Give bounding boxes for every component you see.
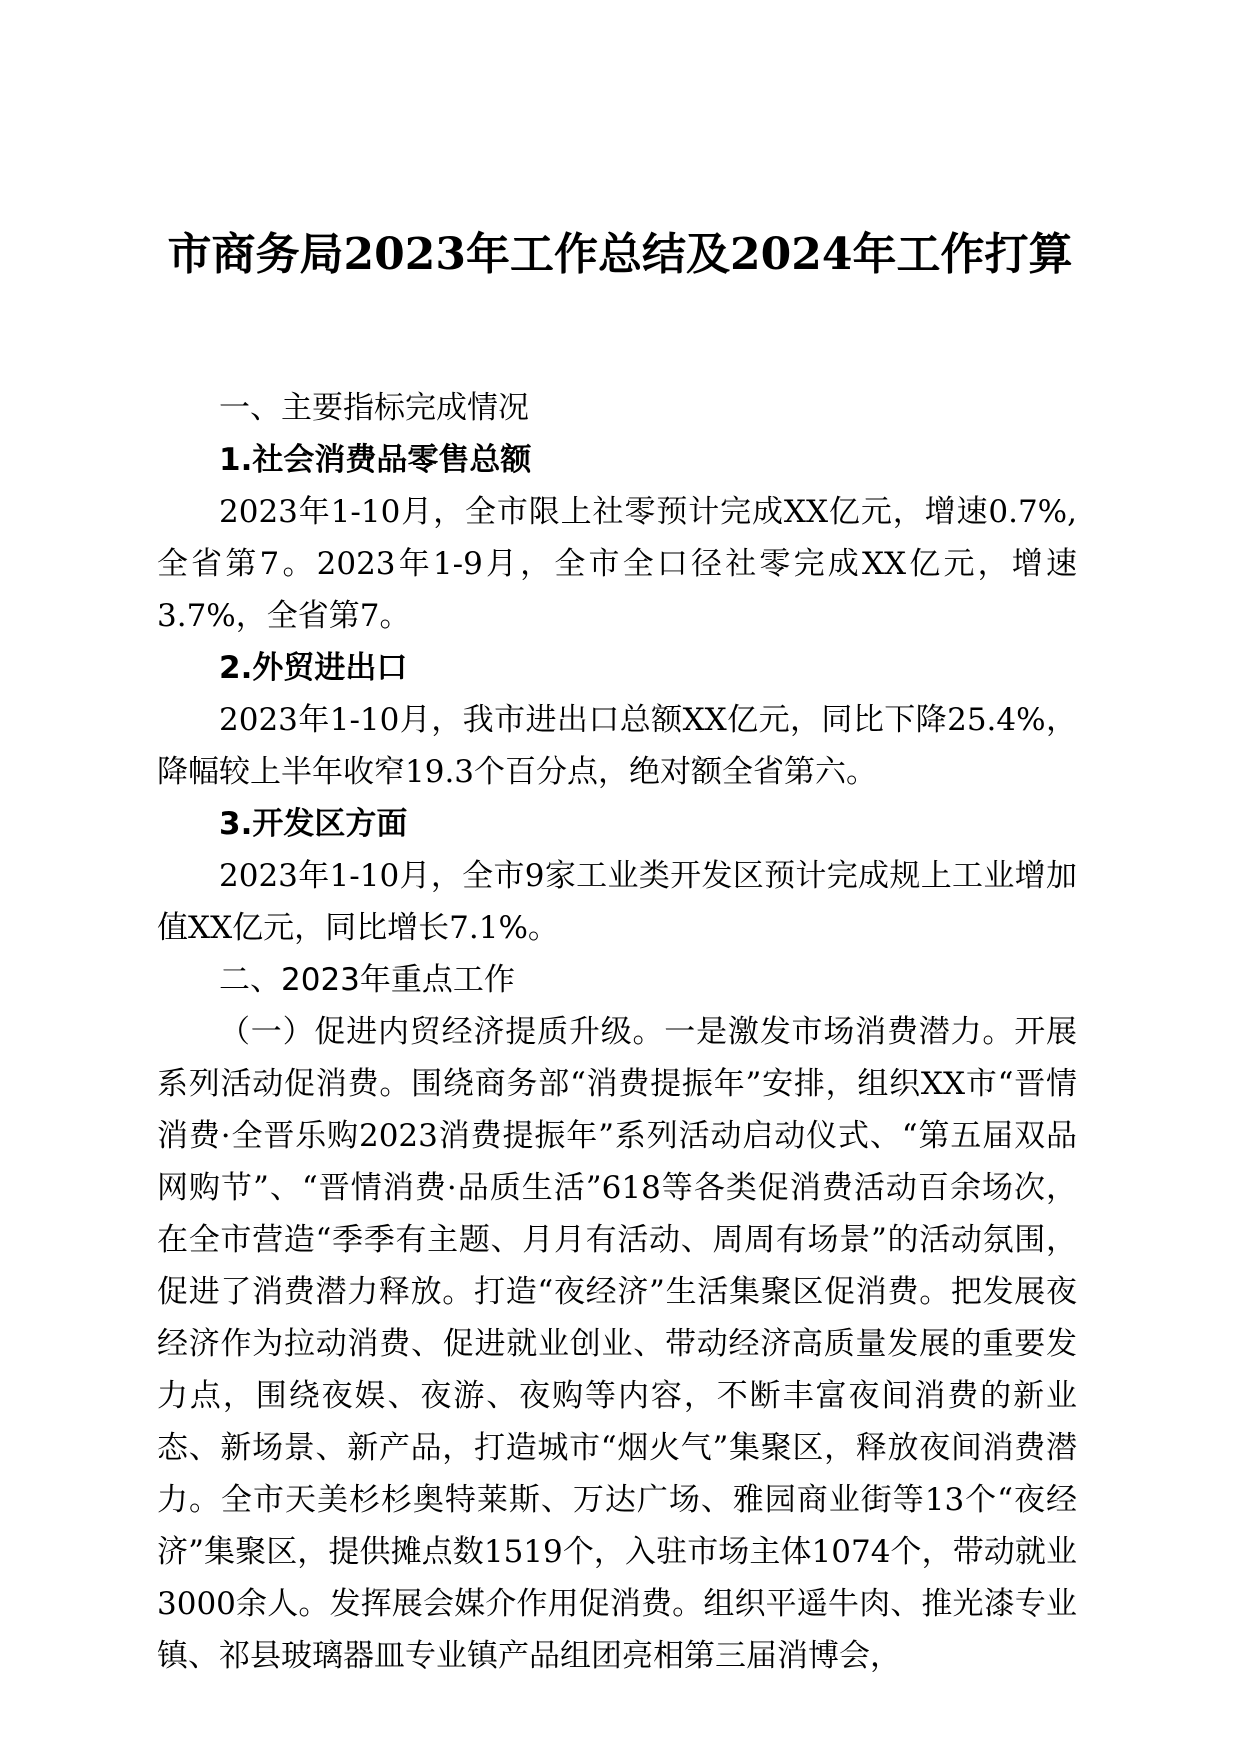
section-heading-2: 二、2023年重点工作: [219, 962, 515, 998]
section-heading-1: 一、主要指标完成情况: [219, 390, 529, 426]
document-body: [157, 382, 1077, 1682]
paragraph-trade: 2023年1-10月，我市进出口总额XX亿元，同比下降25.4%，降幅较上半年收窄19.3个百分点，绝对额全省第六。: [157, 702, 1077, 790]
subsection-heading-development-zone: 3.开发区方面: [219, 806, 408, 842]
subsection-heading-retail: 1.社会消费品零售总额: [219, 442, 532, 478]
document-title: 市商务局2023年工作总结及2024年工作打算: [167, 229, 1073, 280]
subsection-heading-trade: 2.外贸进出口: [219, 650, 408, 686]
paragraph-retail: 2023年1-10月，全市限上社零预计完成XX亿元，增速0.7%,全省第7。2023年1-9月，全市全口径社零完成XX亿元，增速3.7%，全省第7。: [157, 494, 1077, 634]
paragraph-development-zone: 2023年1-10月，全市9家工业类开发区预计完成规上工业增加值XX亿元，同比增长7.1%。: [157, 858, 1077, 946]
paragraph-domestic-trade: （一）促进内贸经济提质升级。一是激发市场消费潜力。开展系列活动促消费。围绕商务部“消费提振年”安排，组织XX市“晋情消费·全晋乐购2023消费提振年”系列活动启动仪式、“第五届双品网购节”、“晋情消费·品质生活”618等各类促消费活动百余场次，在全市营造“季季有主题、月月有活动、周周有场景”的活动氛围，促进了消费潜力释放。打造“夜经济”生活集聚区促消费。把发展夜经济作为拉动消费、促进就业创业、带动经济高质量发展的重要发力点，围绕夜娱、夜游、夜购等内容，不断丰富夜间消费的新业态、新场景、新产品，打造城市“烟火气”集聚区，释放夜间消费潜力。全市天美杉杉奥特莱斯、万达广场、雅园商业街等13个“夜经济”集聚区，提供摊点数1519个，入驻市场主体1074个，带动就业3000余人。发挥展会媒介作用促消费。组织平遥牛肉、推光漆专业镇、祁县玻璃器皿专业镇产品组团亮相第三届消博会，: [157, 1014, 1077, 1674]
